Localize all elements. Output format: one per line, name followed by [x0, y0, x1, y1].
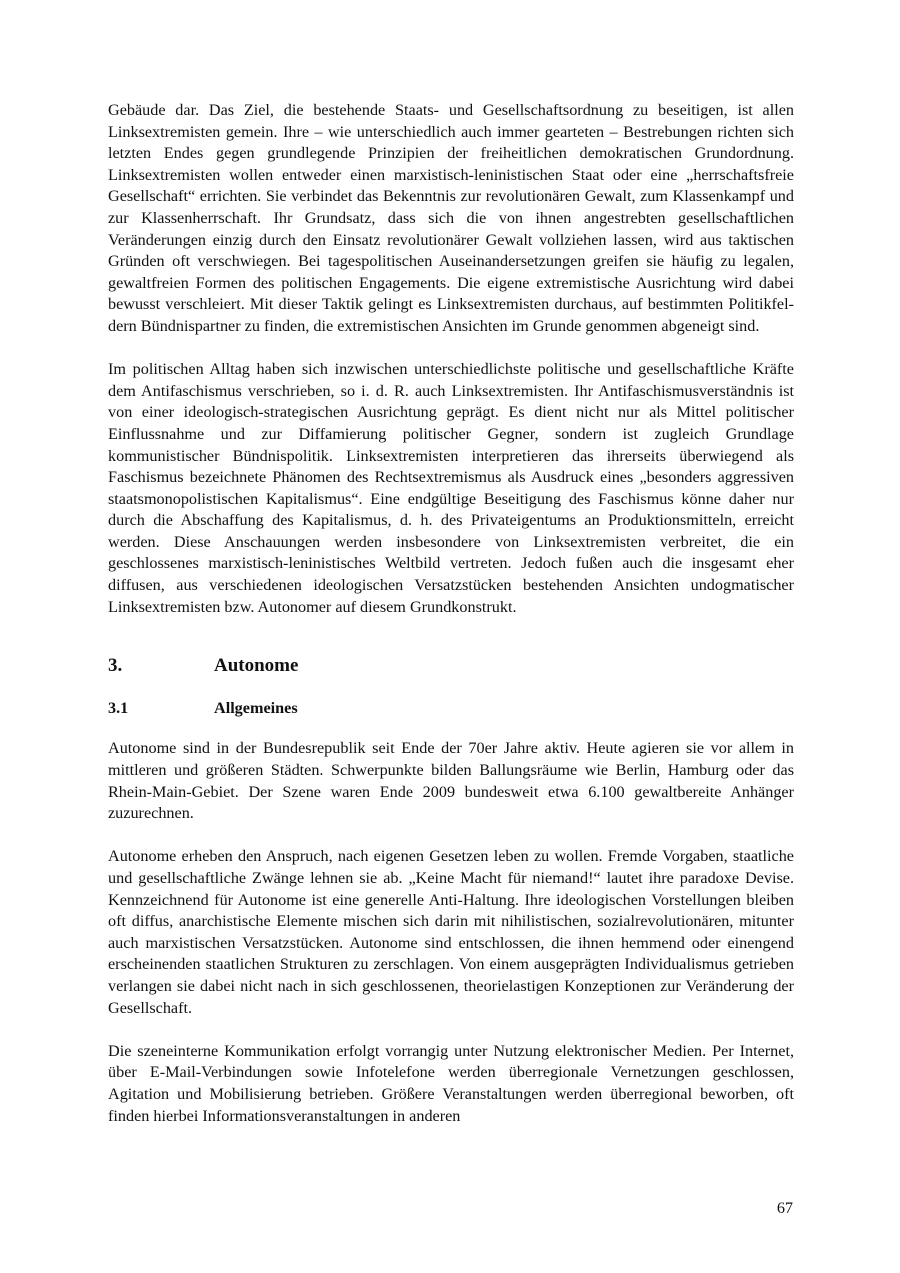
subsection-title: Allgemeines [214, 698, 298, 717]
paragraph-gap [108, 338, 794, 360]
paragraph-linksextremismus-ziele: Gebäude dar. Das Ziel, die bestehende Staats- und Gesellschaftsordnung zu beseitigen, ist allen Linksextremisten gemein. Ihre – wie unterschiedlich auch immer gearteten – Bestrebungen richten sich letzten Endes gegen grundlegende Prinzipien der freiheitlichen demokratischen Grundordnung. Linksextremisten wollen entweder einen marxistisch-leninistischen Staat oder eine „herrschaftsfreie Gesellschaft“ errichten. Sie verbindet das Bekenntnis zur revolutionären Gewalt, zum Klassenkampf und zur Klassenherrschaft. Ihr Grundsatz, dass sich die von ihnen angestrebten gesellschaftlichen Veränderungen einzig durch den Einsatz revolutionärer Gewalt vollziehen lassen, wird aus taktischen Gründen oft verschwiegen. Bei tagespolitischen Auseinandersetzungen greifen sie häufig zu legalen, gewaltfreien Formen des politischen Engagements. Die eigene extremistische Ausrichtung wird dabei bewusst verschleiert. Mit dieser Taktik gelingt es Linksextremisten durchaus, auf bestimmten Politikfeldern Bündnispartner zu finden, die extremistischen Ansichten im Grunde genommen abgeneigt sind. [108, 101, 794, 335]
paragraph-gap [108, 618, 794, 640]
section-title: Autonome [214, 654, 299, 676]
document-page [108, 100, 794, 1127]
subsection-number: 3.1 [108, 698, 129, 717]
paragraph-kommunikation: Die szeneinterne Kommunikation erfolgt vorrangig unter Nutzung elektronischer Medien. Per Internet, über E-Mail-Verbindungen sowie Infotelefone werden überregionale Vernetzungen geschlossen, Agitation und Mobilisierung betrieben. Größere Veranstaltungen werden überregional beworben, oft finden hierbei Informationsveranstaltungen in anderen [108, 1041, 794, 1125]
page-number: 67 [776, 1199, 793, 1217]
paragraph-autonome-aktiv: Autonome sind in der Bundesrepublik seit Ende der 70er Jahre aktiv. Heute agieren sie vor allem in mittleren und größeren Städten. Schwerpunkte bilden Ballungsräume wie Berlin, Hamburg oder das Rhein-Main-Gebiet. Der Szene waren Ende 2009 bundesweit etwa 6.100 gewaltbereite Anhänger zuzurechnen. [108, 739, 794, 823]
section-number: 3. [108, 654, 123, 676]
subsection-heading [108, 698, 794, 720]
paragraph-gap [108, 825, 794, 847]
paragraph-gap [108, 1019, 794, 1041]
section-heading [108, 654, 794, 678]
paragraph-autonome-anspruch: Autonome erheben den Anspruch, nach eigenen Gesetzen leben zu wollen. Fremde Vorgaben, staatliche und gesellschaftliche Zwänge lehnen sie ab. „Keine Macht für niemand!“ lautet ihre paradoxe Devise. Kennzeichnend für Autonome ist eine generelle Anti-Haltung. Ihre ideologischen Vorstellungen bleiben oft diffus, anarchistische Elemente mischen sich darin mit nihilistischen, sozialrevolutionären, mitunter auch marxistischen Versatzstücken. Autonome sind entschlossen, die ihnen hemmend oder einengend erscheinenden staatlichen Strukturen zu zerschlagen. Von einem ausgeprägten Individualismus getrieben verlangen sie dabei nicht nach in sich geschlossenen, theorielastigen Konzeptionen zur Veränderung der Gesellschaft. [108, 847, 794, 1017]
paragraph-antifaschismus: Im politischen Alltag haben sich inzwischen unterschiedlichste politische und gesellschaftliche Kräfte dem Antifaschismus verschrieben, so i. d. R. auch Linksextremisten. Ihr Antifaschismusverständnis ist von einer ideologisch-strategischen Ausrichtung geprägt. Es dient nicht nur als Mittel politischer Einflussnahme und zur Diffamierung politischer Gegner, sondern ist zugleich Grundlage kommunistischer Bündnispolitik. Linksextremisten interpretieren das ihrerseits überwiegend als Faschismus bezeichnete Phänomen des Rechtsextremismus als Ausdruck eines „besonders aggressiven staatsmonopolistischen Kapitalismus“. Eine endgültige Beseitigung des Faschismus könne daher nur durch die Abschaffung des Kapitalismus, d. h. des Privateigentums an Produktionsmitteln, erreicht werden. Diese Anschauungen werden insbesondere von Linksextremisten verbreitet, die ein geschlossenes marxistisch-leninistisches Weltbild vertreten. Jedoch fußen auch die insgesamt eher diffusen, aus verschiedenen ideologischen Versatzstücken bestehenden Ansichten undogmatischer Linksextremisten bzw. Autonomer auf diesem Grundkonstrukt. [108, 360, 794, 616]
